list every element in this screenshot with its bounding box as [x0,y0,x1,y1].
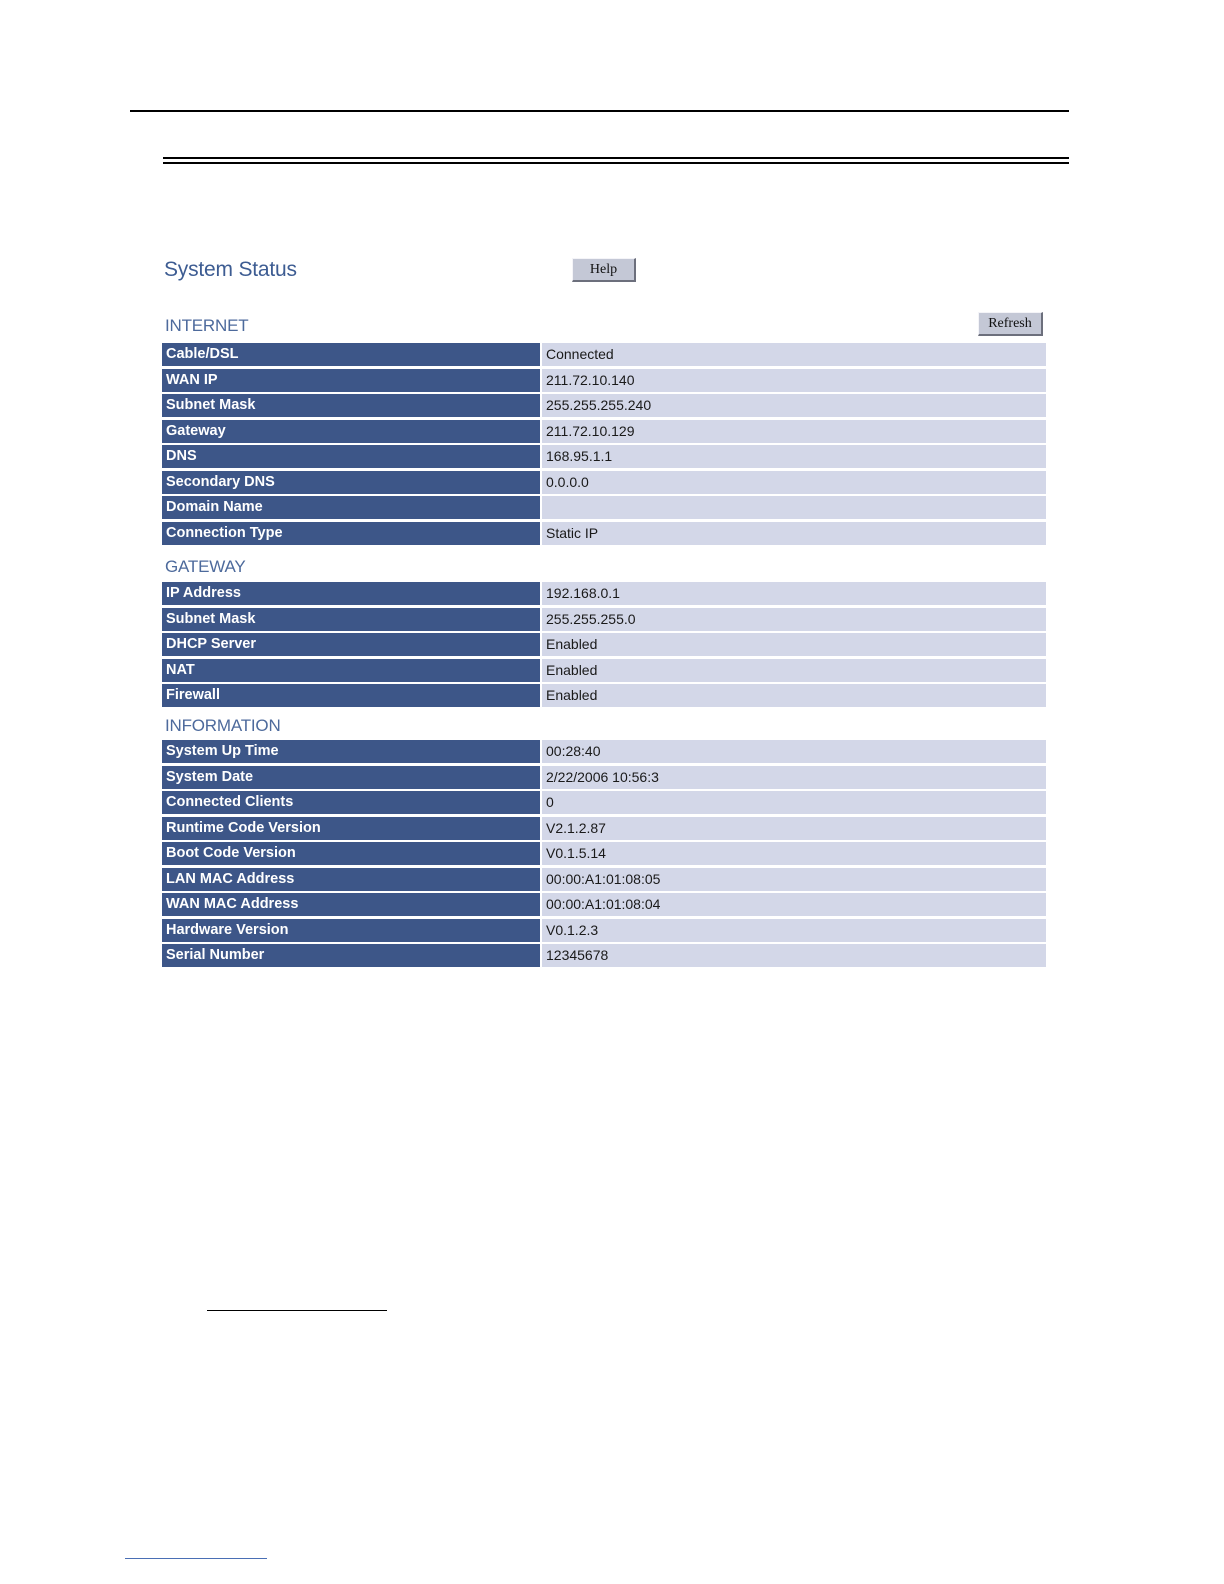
table-row [162,766,1046,789]
row-label: Cable/DSL [162,343,540,366]
table-row [162,343,1046,366]
top-rule [130,110,1069,112]
table-row [162,817,1046,840]
row-value: 168.95.1.1 [542,445,1046,468]
row-value: Static IP [542,522,1046,545]
table-row [162,471,1046,494]
section-title-gateway: GATEWAY [165,557,246,576]
row-value: 2/22/2006 10:56:3 [542,766,1046,789]
page-title: System Status [164,258,297,281]
help-button[interactable]: Help [572,258,636,282]
row-value: 211.72.10.140 [542,369,1046,392]
row-label: Runtime Code Version [162,817,540,840]
footer-rule [125,1558,267,1559]
section-title-internet: INTERNET [165,316,249,335]
row-value: 192.168.0.1 [542,582,1046,605]
table-row [162,893,1046,916]
row-value: 255.255.255.240 [542,394,1046,417]
row-value: Enabled [542,633,1046,656]
table-row [162,394,1046,417]
row-label: IP Address [162,582,540,605]
row-label: Connection Type [162,522,540,545]
table-row [162,522,1046,545]
row-label: WAN MAC Address [162,893,540,916]
row-label: NAT [162,659,540,682]
row-label: LAN MAC Address [162,868,540,891]
row-label: DHCP Server [162,633,540,656]
table-row [162,659,1046,682]
double-rule [163,157,1069,164]
row-label: DNS [162,445,540,468]
row-value: V2.1.2.87 [542,817,1046,840]
row-label: Firewall [162,684,540,707]
row-value: 00:00:A1:01:08:05 [542,868,1046,891]
table-row [162,740,1046,763]
table-row [162,496,1046,519]
table-row [162,633,1046,656]
table-row [162,684,1046,707]
row-label: Secondary DNS [162,471,540,494]
table-row [162,868,1046,891]
internet-table [162,343,1046,547]
row-value: Enabled [542,684,1046,707]
row-value: Connected [542,343,1046,366]
table-row [162,582,1046,605]
row-label: System Date [162,766,540,789]
row-label: WAN IP [162,369,540,392]
table-row [162,608,1046,631]
footnote-rule [207,1310,387,1311]
row-value: V0.1.2.3 [542,919,1046,942]
row-value: 12345678 [542,944,1046,967]
row-label: Domain Name [162,496,540,519]
row-value: 00:28:40 [542,740,1046,763]
table-row [162,445,1046,468]
row-label: Serial Number [162,944,540,967]
table-row [162,791,1046,814]
gateway-table [162,582,1046,710]
row-label: Subnet Mask [162,394,540,417]
row-value: Enabled [542,659,1046,682]
row-value: 00:00:A1:01:08:04 [542,893,1046,916]
row-label: Subnet Mask [162,608,540,631]
information-table [162,740,1046,970]
refresh-button[interactable]: Refresh [978,312,1043,336]
row-value: 211.72.10.129 [542,420,1046,443]
row-label: Connected Clients [162,791,540,814]
table-row [162,369,1046,392]
row-label: Boot Code Version [162,842,540,865]
row-value: 0.0.0.0 [542,471,1046,494]
row-value: V0.1.5.14 [542,842,1046,865]
table-row [162,919,1046,942]
table-row [162,842,1046,865]
row-value: 255.255.255.0 [542,608,1046,631]
table-row [162,944,1046,967]
row-label: Gateway [162,420,540,443]
row-label: System Up Time [162,740,540,763]
table-row [162,420,1046,443]
section-title-information: INFORMATION [165,716,281,735]
row-value: 0 [542,791,1046,814]
row-label: Hardware Version [162,919,540,942]
row-value [542,496,1046,519]
